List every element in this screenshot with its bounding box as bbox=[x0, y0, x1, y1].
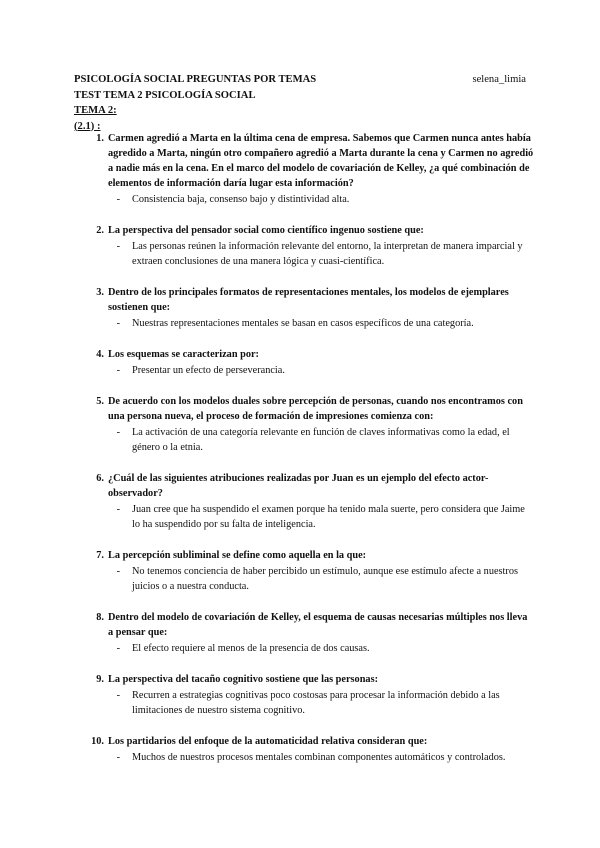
question-item bbox=[74, 285, 534, 331]
answer-text: La activación de una categoría relevante en función de claves informativas como la edad, el género o la etnia. bbox=[132, 427, 510, 453]
question-item bbox=[74, 347, 534, 378]
question-text: Los partidarios del enfoque de la automaticidad relativa consideran que: bbox=[108, 736, 428, 747]
answer-bullet: - bbox=[116, 752, 120, 763]
question-text: Dentro de los principales formatos de representaciones mentales, los modelos de ejemplares sostienen que: bbox=[108, 287, 509, 313]
question-number: 10. bbox=[91, 736, 104, 747]
question-text: La percepción subliminal se define como aquella en la que: bbox=[108, 550, 367, 561]
question-number: 3. bbox=[96, 287, 104, 298]
document-title: PSICOLOGÍA SOCIAL PREGUNTAS POR TEMAS bbox=[74, 74, 317, 85]
header-title-row bbox=[74, 72, 534, 88]
answer-text: Nuestras representaciones mentales se basan en casos específicos de una categoría. bbox=[132, 318, 474, 329]
author-name: selena_limia bbox=[472, 74, 526, 85]
answer-text: Las personas reúnen la información relevante del entorno, la interpretan de manera imparcial y extraen conclusiones de una manera lógica y cuasi-científica. bbox=[132, 241, 523, 267]
answer-text: Recurren a estrategias cognitivas poco costosas para procesar la información debido a las limitaciones de nuestro sistema cognitivo. bbox=[132, 690, 500, 716]
question-number: 6. bbox=[96, 473, 104, 484]
answer-bullet: - bbox=[116, 566, 120, 577]
answer-text: Juan cree que ha suspendido el examen porque ha tenido mala suerte, pero considera que Jaime lo ha suspendido por su falta de inteligencia. bbox=[132, 504, 525, 530]
answer-text: El efecto requiere al menos de la presencia de dos causas. bbox=[132, 643, 370, 654]
question-number: 7. bbox=[96, 550, 104, 561]
question-text: La perspectiva del pensador social como científico ingenuo sostiene que: bbox=[108, 225, 424, 236]
answer-text: Presentar un efecto de perseverancia. bbox=[132, 365, 285, 376]
document-subtitle: TEST TEMA 2 PSICOLOGÍA SOCIAL bbox=[74, 89, 256, 101]
question-text: De acuerdo con los modelos duales sobre percepción de personas, cuando nos encontramos con una persona nueva, el proceso de formación de impresiones comienza con: bbox=[108, 396, 523, 422]
question-text: Los esquemas se caracterizan por: bbox=[108, 349, 259, 360]
answer-bullet: - bbox=[116, 427, 120, 438]
question-text: ¿Cuál de las siguientes atribuciones realizadas por Juan es un ejemplo del efecto actor-observador? bbox=[108, 473, 489, 499]
document-header bbox=[74, 72, 534, 134]
question-item bbox=[74, 672, 534, 718]
question-item bbox=[74, 394, 534, 455]
answer-bullet: - bbox=[116, 194, 120, 205]
subsection-heading: (2.1) : bbox=[74, 120, 101, 132]
question-item bbox=[74, 223, 534, 269]
answer-bullet: - bbox=[116, 643, 120, 654]
question-number: 8. bbox=[96, 612, 104, 623]
answer-bullet: - bbox=[116, 318, 120, 329]
answer-bullet: - bbox=[116, 241, 120, 252]
section-heading: TEMA 2: bbox=[74, 105, 117, 116]
answer-bullet: - bbox=[116, 504, 120, 515]
question-number: 2. bbox=[96, 225, 104, 236]
answer-text: No tenemos conciencia de haber percibido un estímulo, aunque ese estímulo afecte a nuestros juicios o a nuestra conducta. bbox=[132, 566, 518, 592]
answer-bullet: - bbox=[116, 690, 120, 701]
question-text: Dentro del modelo de covariación de Kelley, el esquema de causas necesarias múltiples nos lleva a pensar que: bbox=[108, 612, 528, 638]
question-list bbox=[74, 131, 534, 765]
question-text: Carmen agredió a Marta en la última cena de empresa. Sabemos que Carmen nunca antes había agredido a Marta, ningún otro compañero agredió a Marta durante la cena y Carmen no agredió a nadie más en la cena. En el marco del modelo de covariación de Kelley, ¿a qué combinación de elementos de información daría lugar esta información? bbox=[108, 133, 534, 189]
question-number: 5. bbox=[96, 396, 104, 407]
question-number: 9. bbox=[96, 674, 104, 685]
question-text: La perspectiva del tacaño cognitivo sostiene que las personas: bbox=[108, 674, 379, 685]
answer-text: Consistencia baja, consenso bajo y distintividad alta. bbox=[132, 194, 350, 205]
question-item bbox=[74, 734, 534, 765]
question-item bbox=[74, 610, 534, 656]
question-number: 4. bbox=[96, 349, 104, 360]
question-number: 1. bbox=[96, 133, 104, 144]
answer-text: Muchos de nuestros procesos mentales combinan componentes automáticos y controlados. bbox=[132, 752, 506, 763]
question-item bbox=[74, 548, 534, 594]
question-item bbox=[74, 471, 534, 532]
question-item bbox=[74, 131, 534, 207]
answer-bullet: - bbox=[116, 365, 120, 376]
